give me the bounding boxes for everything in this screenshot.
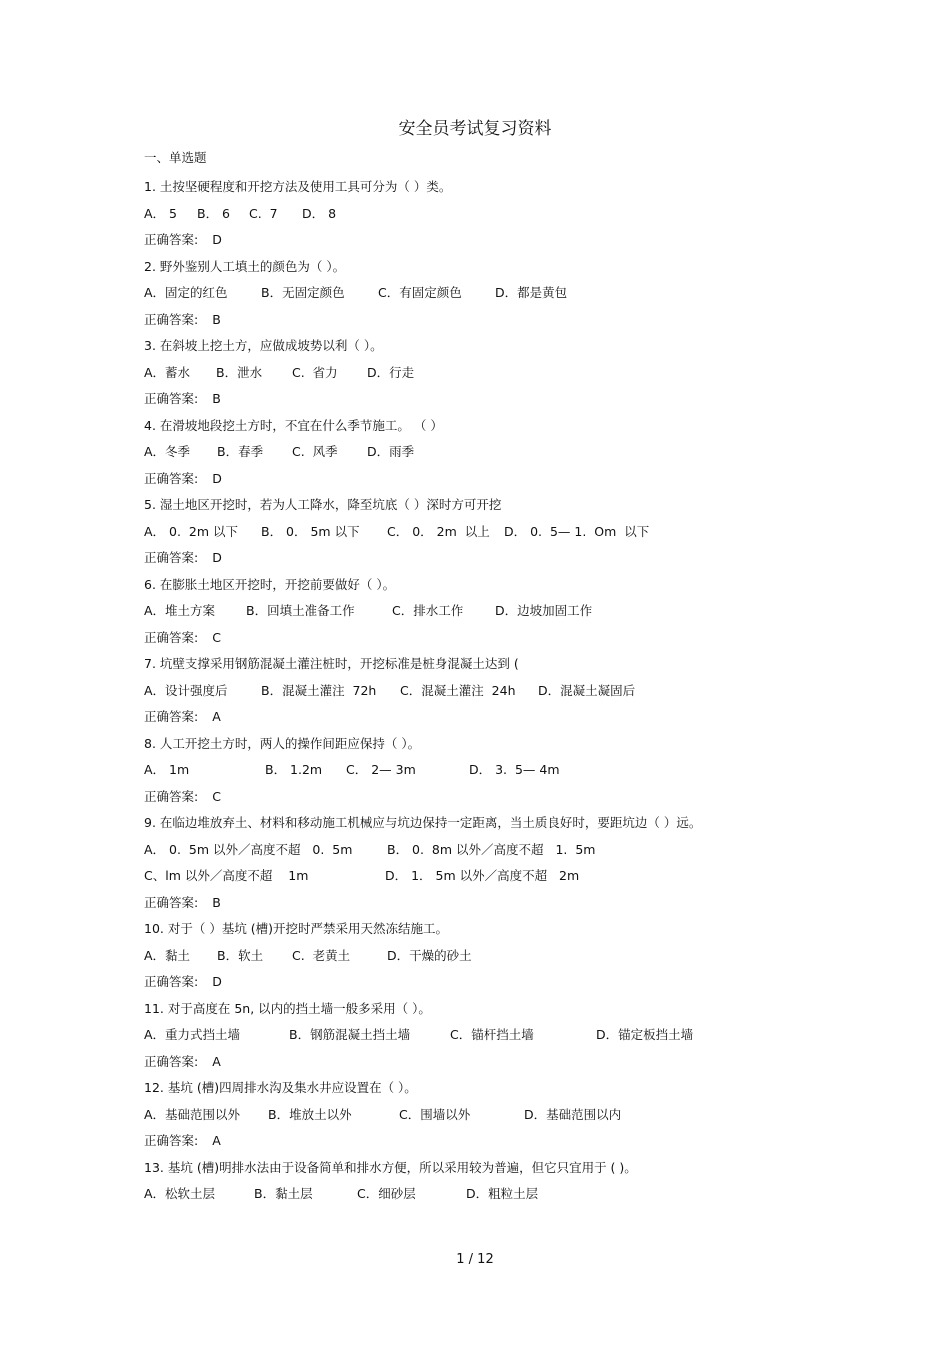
- option-row: [144, 598, 924, 625]
- answer-label: 正确答案:: [144, 550, 199, 565]
- question-item: [144, 174, 924, 254]
- option-text: C. 老黄土: [292, 947, 351, 963]
- option-text: B．黏土层: [254, 1186, 313, 1201]
- question-item: [144, 254, 924, 334]
- answer-label: 正确答案:: [144, 232, 199, 247]
- option-text: C. 7: [249, 205, 278, 221]
- page-number: 1 / 12: [456, 1252, 494, 1267]
- option-text: C． 0． 2m 以上: [387, 523, 490, 539]
- option-row: [144, 757, 924, 784]
- question-stem: 2. 野外鉴别人工填土的颜色为（ ）。: [144, 258, 346, 274]
- answer-line: [144, 784, 924, 811]
- option-text: C、lm 以外／高度不超 1m: [144, 868, 309, 883]
- question-item: [144, 651, 924, 731]
- question-item: [144, 996, 924, 1076]
- question-item: [144, 492, 924, 572]
- answer-line: [144, 625, 924, 652]
- answer-label: 正确答案:: [144, 470, 199, 486]
- option-row: [144, 519, 924, 546]
- option-text: D． 3. 5— 4m: [469, 762, 560, 777]
- question-stem: 9. 在临边堆放弃土、材料和移动施工机械应与坑边保持一定距离，当土质良好时，要距坑边（ ）远。: [144, 815, 702, 830]
- option-text: D．都是黄包: [495, 285, 568, 300]
- question-stem: 4. 在滑坡地段挖土方时，不宜在什么季节施工。 （ ）: [144, 417, 443, 433]
- question-stem: 3. 在斜坡上挖土方，应做成坡势以利（ ）。: [144, 338, 383, 353]
- option-text: D． 8: [302, 205, 337, 221]
- answer-label: 正确答案:: [144, 974, 199, 989]
- question-stem: 8. 人工开挖土方时，两人的操作间距应保持（ ）。: [144, 735, 421, 751]
- question-item: [144, 731, 924, 811]
- option-text: A．松软土层: [144, 1186, 216, 1201]
- option-text: B． 6: [197, 205, 231, 221]
- answer-value: C: [212, 788, 221, 804]
- option-row: [144, 1181, 924, 1208]
- option-text: B．无固定颜色: [261, 285, 345, 300]
- option-text: D．边坡加固工作: [495, 603, 593, 618]
- page-title: 安全员考试复习资料: [398, 119, 552, 139]
- section-heading: 一、单选题: [144, 150, 207, 165]
- question-item: [144, 333, 924, 413]
- question-item: [144, 1075, 924, 1155]
- question-list: [144, 174, 924, 1208]
- answer-label: 正确答案:: [144, 391, 199, 406]
- option-text: A． 0. 5m 以外／高度不超 0. 5m: [144, 841, 353, 857]
- option-text: C．混凝土灌注 24h: [400, 682, 516, 698]
- answer-value: D: [212, 974, 222, 989]
- answer-value: D: [212, 470, 222, 486]
- answer-line: [144, 307, 924, 334]
- question-stem: 10. 对于（ ）基坑 (槽)开挖时严禁采用天然冻结施工。: [144, 921, 449, 936]
- option-text: B． 1.2m: [265, 762, 323, 777]
- option-row: [144, 439, 924, 466]
- question-stem: 12. 基坑 (槽)四周排水沟及集水井应设置在（ ）。: [144, 1080, 417, 1095]
- question-item: [144, 413, 924, 493]
- option-text: B．钢筋混凝土挡土墙: [289, 1027, 411, 1042]
- question-stem: 1. 土按坚硬程度和开挖方法及使用工具可分为（ ）类。: [144, 179, 452, 194]
- option-text: B．堆放土以外: [268, 1106, 352, 1122]
- answer-label: 正确答案:: [144, 894, 199, 910]
- option-text: B． 0． 5m 以下: [261, 523, 360, 539]
- question-stem: 5. 湿土地区开挖时，若为人工降水，降至坑底（ ）深时方可开挖: [144, 497, 502, 512]
- option-text: A．黏土: [144, 947, 191, 963]
- option-row: [144, 201, 924, 228]
- question-stem: 7. 坑壁支撑采用钢筋混凝土灌注桩时，开挖标准是桩身混凝土达到 (: [144, 656, 519, 671]
- option-text: D．干燥的砂土: [387, 947, 472, 963]
- question-item: [144, 916, 924, 996]
- option-text: B．软土: [217, 947, 264, 963]
- option-text: A． 1m: [144, 762, 190, 777]
- option-text: A．设计强度后: [144, 682, 228, 698]
- option-text: C．锚杆挡土墙: [450, 1027, 534, 1042]
- answer-line: [144, 969, 924, 996]
- option-text: C. 风季: [292, 444, 338, 459]
- option-text: C. 省力: [292, 364, 338, 380]
- option-text: D．行走: [367, 364, 415, 380]
- option-text: D．混凝土凝固后: [538, 682, 636, 698]
- answer-value: A: [212, 1133, 221, 1148]
- option-text: A．蓄水: [144, 364, 191, 380]
- answer-label: 正确答案:: [144, 311, 199, 327]
- option-text: C．排水工作: [392, 603, 464, 618]
- option-text: B．混凝土灌注 72h: [261, 682, 377, 698]
- option-text: B．春季: [217, 444, 264, 459]
- option-text: A．固定的红色: [144, 285, 228, 300]
- option-text: C．细砂层: [357, 1186, 416, 1201]
- answer-line: [144, 227, 924, 254]
- answer-value: B: [212, 894, 221, 910]
- option-row: [144, 863, 924, 890]
- question-stem: 13. 基坑 (槽)明排水法由于设备简单和排水方便，所以采用较为普遍，但它只宜用于 ( )。: [144, 1159, 637, 1175]
- option-text: D．粗粒土层: [466, 1186, 539, 1201]
- answer-label: 正确答案:: [144, 1133, 199, 1148]
- option-text: C．围墙以外: [399, 1106, 471, 1122]
- option-text: D．雨季: [367, 444, 415, 459]
- option-row: [144, 280, 924, 307]
- answer-value: A: [212, 709, 221, 724]
- option-text: D． 0. 5— 1. Om 以下: [504, 523, 650, 539]
- answer-value: B: [212, 311, 221, 327]
- option-text: A． 5: [144, 205, 177, 221]
- answer-value: C: [212, 629, 221, 645]
- option-text: A．基础范围以外: [144, 1106, 241, 1122]
- answer-line: [144, 1128, 924, 1155]
- question-item: [144, 810, 924, 916]
- answer-label: 正确答案:: [144, 629, 199, 645]
- question-stem: 11. 对于高度在 5n, 以内的挡土墙一般多采用（ ）。: [144, 1000, 431, 1016]
- answer-line: [144, 386, 924, 413]
- option-text: D．锚定板挡土墙: [596, 1027, 694, 1042]
- answer-line: [144, 466, 924, 493]
- answer-value: A: [212, 1053, 221, 1069]
- option-row: [144, 1102, 924, 1129]
- question-item: [144, 572, 924, 652]
- answer-value: B: [212, 391, 221, 406]
- option-text: B．泄水: [216, 364, 263, 380]
- answer-line: [144, 704, 924, 731]
- option-row: [144, 837, 924, 864]
- answer-line: [144, 1049, 924, 1076]
- answer-label: 正确答案:: [144, 709, 199, 724]
- answer-line: [144, 545, 924, 572]
- option-text: A．重力式挡土墙: [144, 1027, 241, 1042]
- answer-label: 正确答案:: [144, 1053, 199, 1069]
- question-item: [144, 1155, 924, 1208]
- answer-label: 正确答案:: [144, 788, 199, 804]
- question-stem: 6. 在膨胀土地区开挖时，开挖前要做好（ ）。: [144, 576, 396, 592]
- option-text: A． 0. 2m 以下: [144, 523, 239, 539]
- option-row: [144, 1022, 924, 1049]
- option-text: A．冬季: [144, 444, 191, 459]
- option-text: D．基础范围以内: [524, 1106, 622, 1122]
- option-text: B． 0. 8m 以外／高度不超 1. 5m: [387, 841, 596, 857]
- option-text: B．回填土准备工作: [246, 603, 355, 618]
- answer-value: D: [212, 550, 222, 565]
- option-row: [144, 943, 924, 970]
- answer-line: [144, 890, 924, 917]
- answer-value: D: [212, 232, 222, 247]
- option-row: [144, 360, 924, 387]
- option-text: D． 1． 5m 以外／高度不超 2m: [385, 868, 580, 883]
- option-row: [144, 678, 924, 705]
- option-text: A．堆土方案: [144, 603, 216, 618]
- option-text: C． 2— 3m: [346, 762, 416, 777]
- option-text: C．有固定颜色: [378, 285, 462, 300]
